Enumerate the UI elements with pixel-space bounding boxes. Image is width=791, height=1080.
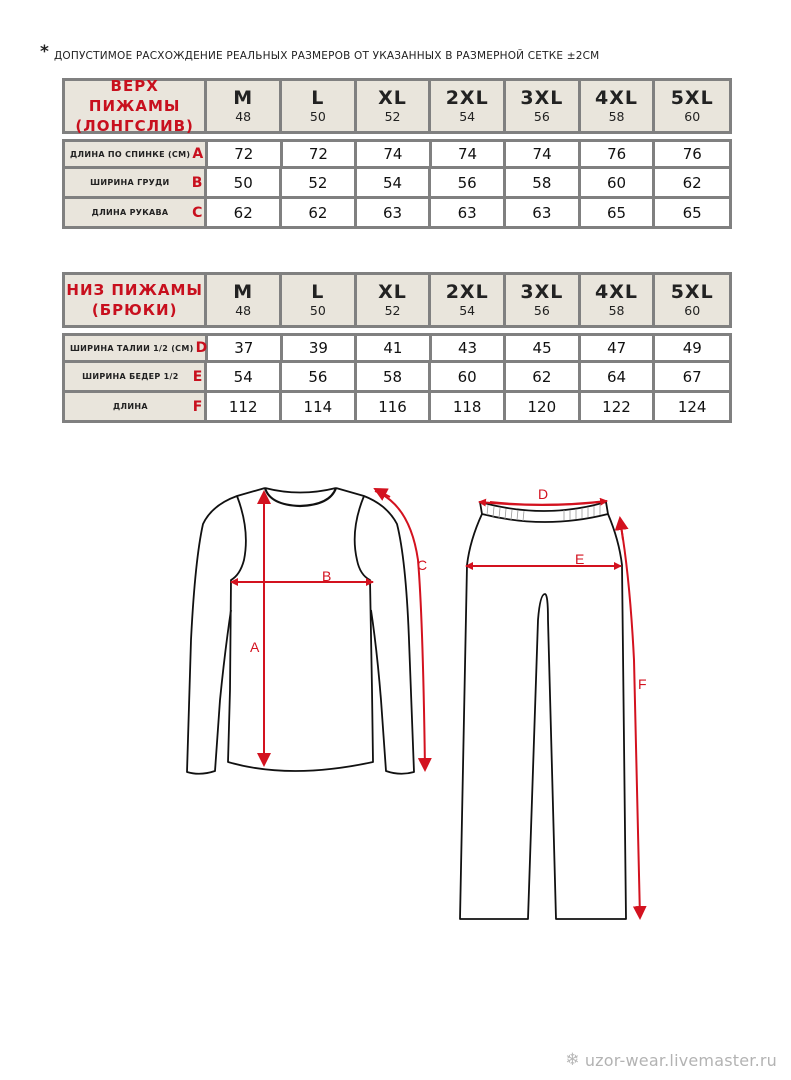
size-name: 4XL	[595, 86, 639, 109]
top-title-line2: (ЛОНГСЛИВ)	[75, 117, 194, 135]
measurement-value: 50	[233, 173, 253, 192]
label-a: A	[250, 639, 260, 655]
size-name: L	[311, 280, 325, 303]
measurement-value: 52	[308, 173, 328, 192]
size-name: 2XL	[445, 280, 489, 303]
measurement-value: 49	[682, 339, 702, 357]
measurement-value: 60	[606, 173, 627, 192]
label-d: D	[538, 486, 549, 502]
measurement-value: 114	[303, 397, 333, 416]
size-name: 5XL	[670, 280, 714, 303]
measurement-value: 76	[607, 145, 627, 163]
measurement-value: 43	[457, 339, 478, 357]
measurement-value: 122	[602, 397, 631, 416]
measurement-value: 118	[452, 397, 482, 416]
measurement-value: 120	[527, 397, 557, 416]
size-ru: 58	[608, 302, 625, 318]
measurement-value: 112	[228, 397, 258, 416]
label-e: E	[575, 551, 585, 567]
size-ru: 54	[459, 302, 476, 318]
size-ru: 60	[684, 108, 701, 124]
top-title-line1: ВЕРХ ПИЖАМЫ	[88, 77, 181, 115]
size-ru: 48	[235, 108, 252, 124]
size-ru: 48	[235, 302, 252, 318]
asterisk: *	[40, 42, 50, 62]
size-ru: 50	[309, 302, 326, 318]
measurement-value: 60	[457, 367, 477, 386]
row-label: ШИРИНА БЕДЕР 1/2	[82, 372, 179, 381]
measurement-value: 62	[532, 367, 552, 386]
measurement-value: 41	[383, 339, 403, 357]
measurement-value: 65	[682, 203, 702, 222]
label-f: F	[638, 676, 647, 692]
measurement-value: 64	[606, 367, 627, 386]
tolerance-note-text: ДОПУСТИМОЕ РАСХОЖДЕНИЕ РЕАЛЬНЫХ РАЗМЕРОВ ОТ УКАЗАННЫХ В РАЗМЕРНОЙ СЕТКЕ ±2СМ	[54, 50, 600, 62]
shirt-left-armhole	[228, 496, 373, 771]
size-name: XL	[378, 280, 407, 303]
size-ru: 58	[608, 108, 625, 124]
label-b: B	[322, 568, 332, 584]
row-label: ДЛИНА ПО СПИНКЕ (СМ)	[70, 149, 191, 159]
measurement-value: 58	[382, 367, 403, 386]
pants-outline	[460, 514, 626, 919]
shirt-outline	[187, 488, 265, 774]
size-name: M	[233, 280, 254, 303]
row-label: ШИРИНА ГРУДИ	[90, 178, 170, 187]
bottom-title-line2: (БРЮКИ)	[91, 301, 178, 319]
row-letter: С	[192, 204, 203, 221]
row-letter: F	[192, 398, 203, 415]
size-ru: 56	[533, 302, 550, 318]
measurement-value: 72	[234, 145, 254, 163]
measurement-value: 67	[682, 367, 702, 386]
pants-diagram	[460, 502, 626, 919]
measurement-value: 45	[532, 339, 552, 357]
measurement-value: 74	[457, 145, 478, 163]
row-letter: E	[192, 368, 203, 385]
measurement-value: 37	[234, 339, 254, 357]
size-name: XL	[378, 86, 407, 109]
size-name: 3XL	[520, 86, 564, 109]
size-name: 3XL	[520, 280, 564, 303]
label-c: C	[417, 557, 428, 573]
size-name: 5XL	[670, 86, 714, 109]
measurement-value: 58	[532, 173, 552, 192]
measurement-value: 63	[382, 203, 403, 222]
measurement-value: 62	[308, 203, 328, 222]
measurement-value: 47	[607, 339, 627, 357]
row-letter: D	[195, 340, 208, 356]
row-letter: А	[192, 146, 204, 162]
measurement-value: 124	[677, 397, 707, 416]
bottom-title-line1: НИЗ ПИЖАМЫ	[66, 281, 203, 299]
measurement-value: 54	[233, 367, 253, 386]
measurement-value: 72	[308, 145, 328, 163]
size-name: M	[233, 86, 254, 109]
size-ru: 54	[459, 108, 476, 124]
size-name: 4XL	[595, 280, 639, 303]
measurement-value: 63	[532, 203, 552, 222]
size-ru: 60	[684, 302, 701, 318]
size-ru: 52	[384, 108, 401, 124]
row-label: ДЛИНА РУКАВА	[91, 208, 169, 217]
row-label: ШИРИНА ТАЛИИ 1/2 (СМ)	[70, 343, 194, 353]
measurement-value: 62	[682, 173, 702, 192]
shirt-diagram	[187, 488, 414, 774]
measurement-value: 54	[382, 173, 403, 192]
measurement-value: 74	[532, 145, 552, 163]
measurement-value: 56	[457, 173, 477, 192]
shirt-neckline-back	[265, 488, 336, 493]
measurement-value: 62	[233, 203, 253, 222]
row-label: ДЛИНА	[112, 402, 148, 411]
size-name: 2XL	[445, 86, 489, 109]
measurement-value: 63	[457, 203, 477, 222]
measurement-value: 56	[308, 367, 328, 386]
size-name: L	[311, 86, 325, 109]
measurement-value: 116	[378, 397, 407, 416]
measurement-value: 74	[383, 145, 403, 163]
pants-measures	[466, 501, 640, 918]
size-ru: 56	[533, 108, 550, 124]
shirt-right-sleeve	[336, 488, 414, 774]
measurement-value: 76	[682, 145, 702, 163]
size-ru: 50	[309, 108, 326, 124]
size-ru: 52	[384, 302, 401, 318]
watermark-text: uzor-wear.livemaster.ru	[584, 1050, 777, 1070]
measurement-value: 65	[606, 203, 627, 222]
shirt-measures	[231, 489, 428, 770]
watermark	[565, 1050, 777, 1070]
measurement-value: 39	[308, 339, 328, 357]
snowflake-icon: ❄	[565, 1050, 580, 1070]
row-letter: В	[191, 174, 203, 191]
